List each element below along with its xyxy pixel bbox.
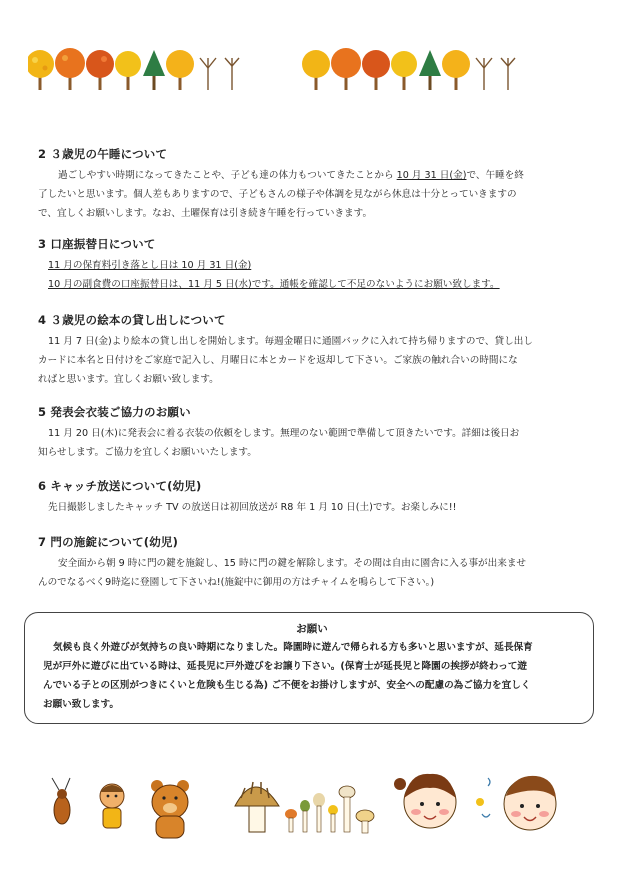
text: 児が戸外に遊びに出ている時は、延長児に戸外遊びをお譲り下さい。(保育士が延長児と降園の挨拶が終わって遊	[43, 661, 527, 672]
text: カードに本名と日付けをご家庭で記入し、月曜日に本とカードを返却して下さい。ご家族の触れ合いの時間にな	[38, 355, 518, 366]
text: 過ごしやすい時期になってきたことや、子ども達の体力もついてきたことから	[58, 170, 397, 181]
meal-fee-date: 10 月の副食費の口座振替日は、11 月 5 日(水)です。通帳を確認して不足のないようにお願い致します。	[48, 279, 500, 290]
text: で、宜しくお願いします。なお、土曜保育は引き続き午睡を行っていきます。	[38, 208, 373, 219]
text: で、午睡を終	[466, 170, 524, 181]
section-title: 7 門の施錠について(幼児)	[38, 535, 179, 549]
section-gate-lock	[38, 534, 586, 592]
text: 了したいと思います。個人差もありますので、子どもさんの様子や体調を見ながら休息は十分とっていきますの	[38, 189, 517, 200]
autumn-tree-decoration	[28, 44, 588, 96]
tuition-date: 11 月の保育料引き落とし日は 10 月 31 日(金)	[48, 260, 252, 271]
bear-illustration	[151, 780, 189, 838]
section-body	[38, 332, 586, 389]
cockroach-illustration	[52, 778, 70, 824]
section-title: 4 ３歳児の絵本の貸し出しについて	[38, 313, 226, 327]
text: 気候も良く外遊びが気持ちの良い時期になりました。降園時に遊んで帰られる方も多いと思いますが、延長保育	[53, 642, 533, 653]
text: ればと思います。宜しくお願い致します。	[38, 374, 219, 385]
notice-body	[43, 638, 581, 714]
text: 先日撮影しましたキャッチ TV の放送日は初回放送が R8 年 1 月 10 日(土)です。お楽しみに!!	[48, 502, 457, 513]
end-date: 10 月 31 日(金)	[396, 170, 467, 181]
section-nap	[38, 146, 586, 223]
notice-box	[24, 612, 594, 724]
section-costume	[38, 404, 586, 462]
text: お願い致します。	[43, 699, 119, 710]
text: んのでなるべく9時迄に登園して下さいね!(施錠中に御用の方はチャイムを鳴らして下さい。)	[38, 577, 435, 588]
text: 安全面から朝 9 時に門の鍵を施錠し、15 時に門の鍵を解除します。その間は自由に園舎に入る事が出来ませ	[58, 558, 527, 569]
boy-face-illustration	[504, 776, 556, 830]
text: 11 月 7 日(金)より絵本の貸し出しを開始します。毎週金曜日に通園バックに入れて持ち帰りますので、貸し出し	[48, 336, 533, 347]
section-title: 6 キャッチ放送について(幼児)	[38, 479, 202, 493]
section-body	[38, 554, 586, 592]
text: 知らせします。ご協力を宜しくお願いいたします。	[38, 447, 257, 458]
girl-face-illustration	[394, 774, 456, 828]
section-body	[38, 424, 586, 462]
section-title: 3 口座振替日について	[38, 237, 156, 251]
notice-title: お願い	[296, 623, 328, 635]
text: んでいる子との区別がつきにくいと危険も生じる為) ご不便をお掛けしますが、安全への配慮の為ご協力を宜しく	[43, 680, 531, 691]
section-title: 2 ３歳児の午睡について	[38, 147, 168, 161]
text: 11 月 20 日(木)に発表会に着る衣装の依頼をします。無理のない範囲で準備して頂きたいです。詳細は後日お	[48, 428, 520, 439]
footer-illustrations	[40, 768, 590, 848]
section-body	[38, 498, 586, 517]
section-title: 5 発表会衣装ご協力のお願い	[38, 405, 191, 419]
boy-illustration	[100, 784, 124, 828]
section-book-lending	[38, 312, 586, 389]
mushrooms-illustration	[235, 782, 374, 833]
section-body	[38, 256, 586, 294]
section-body	[38, 166, 586, 223]
section-account-transfer	[38, 236, 586, 294]
section-broadcast	[38, 478, 586, 517]
